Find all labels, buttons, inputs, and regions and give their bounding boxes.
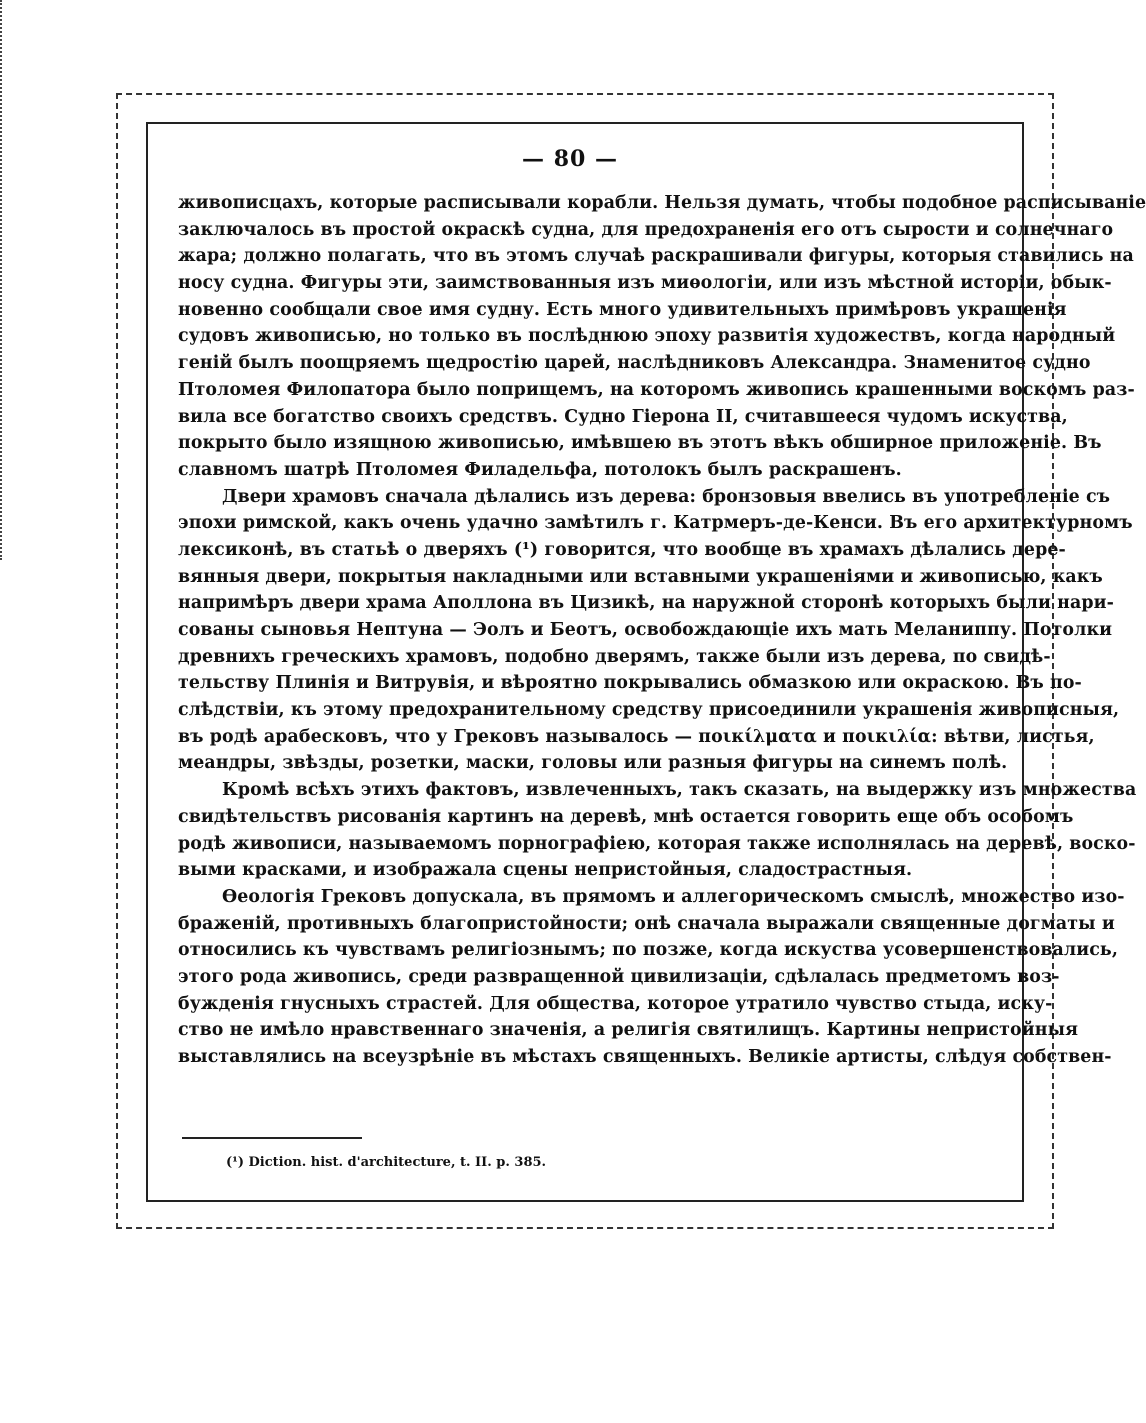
text-line: лексиконѣ, въ статьѣ о дверяхъ (¹) говорится, что вообще въ храмахъ дѣлались дере- bbox=[178, 539, 1066, 560]
text-line: выставлялись на всеузрѣніе въ мѣстахъ священныхъ. Великіе артисты, слѣдуя собствен- bbox=[178, 1047, 1112, 1067]
text-line: свидѣтельствъ рисованія картинъ на деревѣ, мнѣ остается говорить еще объ особомъ bbox=[178, 806, 1074, 827]
text-line: этого рода живопись, среди развращенной цивилизаціи, сдѣлалась предметомъ воз- bbox=[178, 966, 1060, 987]
text-line: меандры, звѣзды, розетки, маски, головы или разныя фигуры на синемъ полѣ. bbox=[178, 753, 1008, 774]
text-line: Ѳеологія Грековъ допускала, въ прямомъ и аллегорическомъ смыслѣ, множество изо- bbox=[222, 886, 1125, 907]
text-line: напримѣръ двери храма Аполлона въ Цизикѣ, на наружной сторонѣ которыхъ были нари- bbox=[178, 593, 1114, 614]
scan-edge-mark bbox=[0, 0, 8, 560]
text-line: родѣ живописи, называемомъ порнографіею, которая также исполнялась на деревѣ, воско- bbox=[178, 833, 1136, 854]
text-line: выми красками, и изображала сцены непристойныя, сладострастныя. bbox=[178, 860, 913, 881]
text-line: покрыто было изящною живописью, имѣвшею въ этотъ вѣкъ обширное приложеніе. Въ bbox=[178, 433, 1102, 454]
text-line: Кромѣ всѣхъ этихъ фактовъ, извлеченныхъ, такъ сказать, на выдержку изъ множества bbox=[222, 780, 1137, 801]
text-line: относились къ чувствамъ религіознымъ; по позже, когда искуства усовершенствовались, bbox=[178, 940, 1118, 961]
text-line: сованы сыновья Нептуна — Эолъ и Беотъ, освобождающіе ихъ мать Меланиппу. Потолки bbox=[178, 620, 1113, 640]
text-line: славномъ шатрѣ Птоломея Филадельфа, потолокъ былъ раскрашенъ. bbox=[178, 459, 902, 480]
text-line: древнихъ греческихъ храмовъ, подобно дверямъ, также были изъ дерева, по свидѣ- bbox=[178, 646, 1051, 667]
body-text bbox=[178, 190, 1146, 1071]
text-line: слѣдствіи, къ этому предохранительному средству присоединили украшенія живописныя, bbox=[178, 700, 1120, 721]
text-line: ство не имѣло нравственнаго значенія, а религія святилищъ. Картины непристойныя bbox=[178, 1020, 1079, 1041]
text-line: Птоломея Филопатора было поприщемъ, на которомъ живопись крашенными воскомъ раз- bbox=[178, 379, 1135, 400]
page-number: — 80 — bbox=[522, 146, 618, 172]
text-line: судовъ живописью, но только въ послѣднюю эпоху развитія художествъ, когда народный bbox=[178, 326, 1116, 347]
text-line: тельству Плинія и Витрувія, и вѣроятно покрывались обмазкою или окраскою. Въ по- bbox=[178, 673, 1082, 694]
text-line: въ родѣ арабесковъ, что у Грековъ называлось — ποικίλματα и ποικιλία: вѣтви, листья, bbox=[178, 726, 1095, 747]
text-line: носу судна. Фигуры эти, заимствованныя изъ миѳологіи, или изъ мѣстной исторіи, обык- bbox=[178, 273, 1112, 294]
text-line: живописцахъ, которые расписывали корабли. Нельзя думать, чтобы подобное расписываніе bbox=[178, 193, 1146, 213]
text-line: вила все богатство своихъ средствъ. Судно Гіерона II, считавшееся чудомъ искуства, bbox=[178, 406, 1068, 427]
text-line: жара; должно полагать, что въ этомъ случаѣ раскрашивали фигуры, которыя ставились на bbox=[178, 246, 1134, 267]
text-line: новенно сообщали свое имя судну. Есть много удивительныхъ примѣровъ украшенія bbox=[178, 299, 1067, 320]
text-line: браженій, противныхъ благопристойности; онѣ сначала выражали священные догматы и bbox=[178, 913, 1115, 934]
text-line: эпохи римской, какъ очень удачно замѣтилъ г. Катрмеръ-де-Кенси. Въ его архитектурномъ bbox=[178, 513, 1133, 534]
text-line: бужденія гнусныхъ страстей. Для общества, которое утратило чувство стыда, иску- bbox=[178, 993, 1053, 1014]
text-line: Двери храмовъ сначала дѣлались изъ дерева: бронзовыя ввелись въ употребленіе съ bbox=[222, 486, 1111, 507]
text-line: вянныя двери, покрытыя накладными или вставными украшеніями и живописью, какъ bbox=[178, 566, 1103, 587]
footnote-divider bbox=[182, 1137, 362, 1139]
text-line: заключалось въ простой окраскѣ судна, для предохраненія его отъ сырости и солнечнаго bbox=[178, 219, 1114, 240]
text-line: геній былъ поощряемъ щедростію царей, наслѣдниковъ Александра. Знаменитое судно bbox=[178, 353, 1091, 374]
footnote: (¹) Diction. hist. d'architecture, t. II. p. 385. bbox=[226, 1155, 547, 1170]
